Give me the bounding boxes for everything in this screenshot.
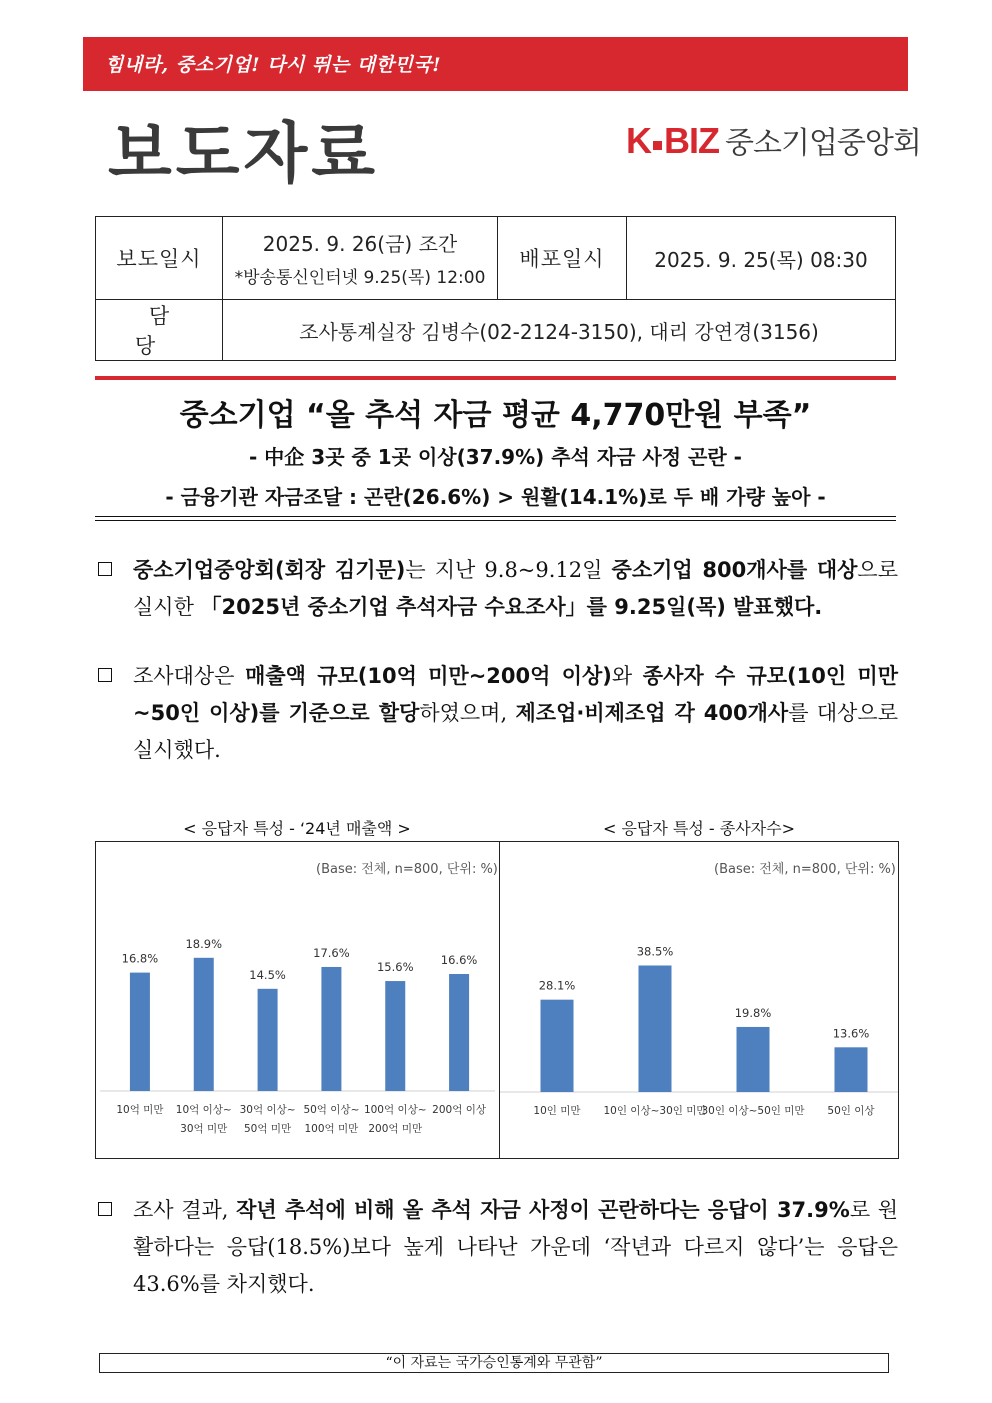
release-date-value: 2025. 9. 26(금) 조간: [262, 232, 458, 256]
chart-1-data-label: 16.6%: [440, 953, 478, 968]
contact-value: 조사통계실장 김병수(02-2124-3150), 대리 강연경(3156): [223, 300, 896, 361]
double-rule-top: [95, 516, 896, 517]
red-divider: [95, 376, 896, 380]
chart-1-category-label: 100억 이상~ 200억 미만: [363, 1104, 427, 1135]
chart-2-category-label: 10인 미만: [533, 1105, 581, 1117]
release-date-note: *방송통신인터넷 9.25(목) 12:00: [234, 268, 486, 288]
chart-2-bar: [835, 1047, 868, 1092]
logo-dot-icon: [653, 141, 662, 150]
chart-1-data-label: 15.6%: [376, 960, 414, 975]
logo-org-name: 중소기업중앙회: [725, 126, 921, 161]
paragraph-3: 조사 결과, 작년 추석에 비해 올 추석 자금 사정이 곤란하다는 응답이 37.9%로 원활하다는 응답(18.5%)보다 높게 나타난 가운데 ‘작년과 다르지 않다’는 응답은 43.6%를 차지했다.: [95, 1192, 898, 1303]
chart-1-category-label: 50억 이상~ 100억 미만: [303, 1104, 360, 1135]
chart-1-bar: [130, 973, 150, 1091]
checkbox-bullet-icon: [98, 1202, 112, 1216]
headline-sub2: - 금융기관 자금조달 : 곤란(26.6%) > 원활(14.1%)로 두 배 가량 높아 -: [165, 485, 826, 509]
logo-biz: BIZ: [664, 120, 719, 161]
release-info-table: [95, 216, 896, 361]
page-title: 보도자료: [108, 115, 380, 192]
chart-2-category-label: 10인 이상~30인 미만: [603, 1105, 707, 1117]
chart-1-svg: [96, 842, 499, 1158]
logo-k: K: [626, 120, 651, 161]
chart-2-svg: [500, 842, 898, 1158]
chart-2-base-note: (Base: 전체, n=800, 단위: %): [714, 862, 896, 877]
distribute-date-value: 2025. 9. 25(목) 08:30: [627, 217, 896, 300]
chart-2-data-label: 19.8%: [734, 1005, 772, 1020]
chart-1-data-label: 18.9%: [185, 936, 223, 951]
release-date-label: 보도일시: [96, 217, 223, 300]
chart-2-frame: [499, 841, 899, 1159]
chart-2-bar: [639, 966, 672, 1093]
chart-1-data-label: 16.8%: [121, 951, 159, 966]
distribute-date-label: 배포일시: [498, 217, 627, 300]
contact-label: 담 당: [96, 300, 223, 361]
checkbox-bullet-icon: [98, 562, 112, 576]
chart-1-data-label: 17.6%: [313, 945, 350, 960]
chart-2-category-label: 30인 이상~50인 미만: [701, 1105, 805, 1117]
paragraph-1: 중소기업중앙회(회장 김기문)는 지난 9.8~9.12일 중소기업 800개사를 대상으로 실시한 「2025년 중소기업 추석자금 수요조사」를 9.25일(목) 발표했다.: [95, 552, 898, 626]
double-rule-bottom: [95, 520, 896, 521]
chart-2-title: < 응답자 특성 - 종사자수>: [602, 819, 796, 838]
chart-1-frame: [95, 841, 500, 1159]
headline-title: 중소기업 “올 추석 자금 평균 4,770만원 부족”: [179, 398, 812, 433]
chart-1-base-note: (Base: 전체, n=800, 단위: %): [316, 862, 498, 877]
chart-1-title: < 응답자 특성 - ‘24년 매출액 >: [183, 819, 411, 838]
chart-1-bar: [321, 967, 341, 1091]
chart-1-category-label: 10억 이상~ 30억 미만: [175, 1104, 232, 1135]
release-date-cell: [223, 217, 498, 300]
footer-note: “이 자료는 국가승인통계와 무관함”: [99, 1353, 889, 1373]
slogan-text: 힘내라, 중소기업! 다시 뛰는 대한민국!: [105, 54, 442, 76]
chart-1-bar: [194, 958, 214, 1091]
kbiz-logo: [626, 118, 921, 162]
chart-1-category-label: 10억 미만: [116, 1104, 164, 1116]
chart-1-data-label: 14.5%: [249, 967, 286, 982]
paragraph-2: 조사대상은 매출액 규모(10억 미만~200억 이상)와 종사자 수 규모(10인 미만~50인 이상)를 기준으로 할당하였으며, 제조업·비제조업 각 400개사를 대상으로 실시했다.: [95, 658, 898, 769]
chart-2-category-label: 50인 이상: [827, 1105, 875, 1117]
chart-2-data-label: 28.1%: [538, 978, 576, 993]
chart-2-bar: [737, 1027, 770, 1092]
chart-1-bar: [385, 981, 405, 1091]
checkbox-bullet-icon: [98, 668, 112, 682]
headline-sub1: - 中企 3곳 중 1곳 이상(37.9%) 추석 자금 사정 곤란 -: [249, 445, 742, 469]
chart-2-data-label: 13.6%: [832, 1026, 870, 1041]
chart-1-category-label: 200억 이상: [432, 1104, 486, 1116]
chart-1-category-label: 30억 이상~ 50억 미만: [239, 1104, 296, 1135]
chart-1-bar: [258, 989, 278, 1091]
chart-2-data-label: 38.5%: [636, 944, 674, 959]
chart-2-bar: [541, 1000, 574, 1092]
slogan-banner: [83, 37, 908, 91]
chart-1-bar: [449, 974, 469, 1091]
